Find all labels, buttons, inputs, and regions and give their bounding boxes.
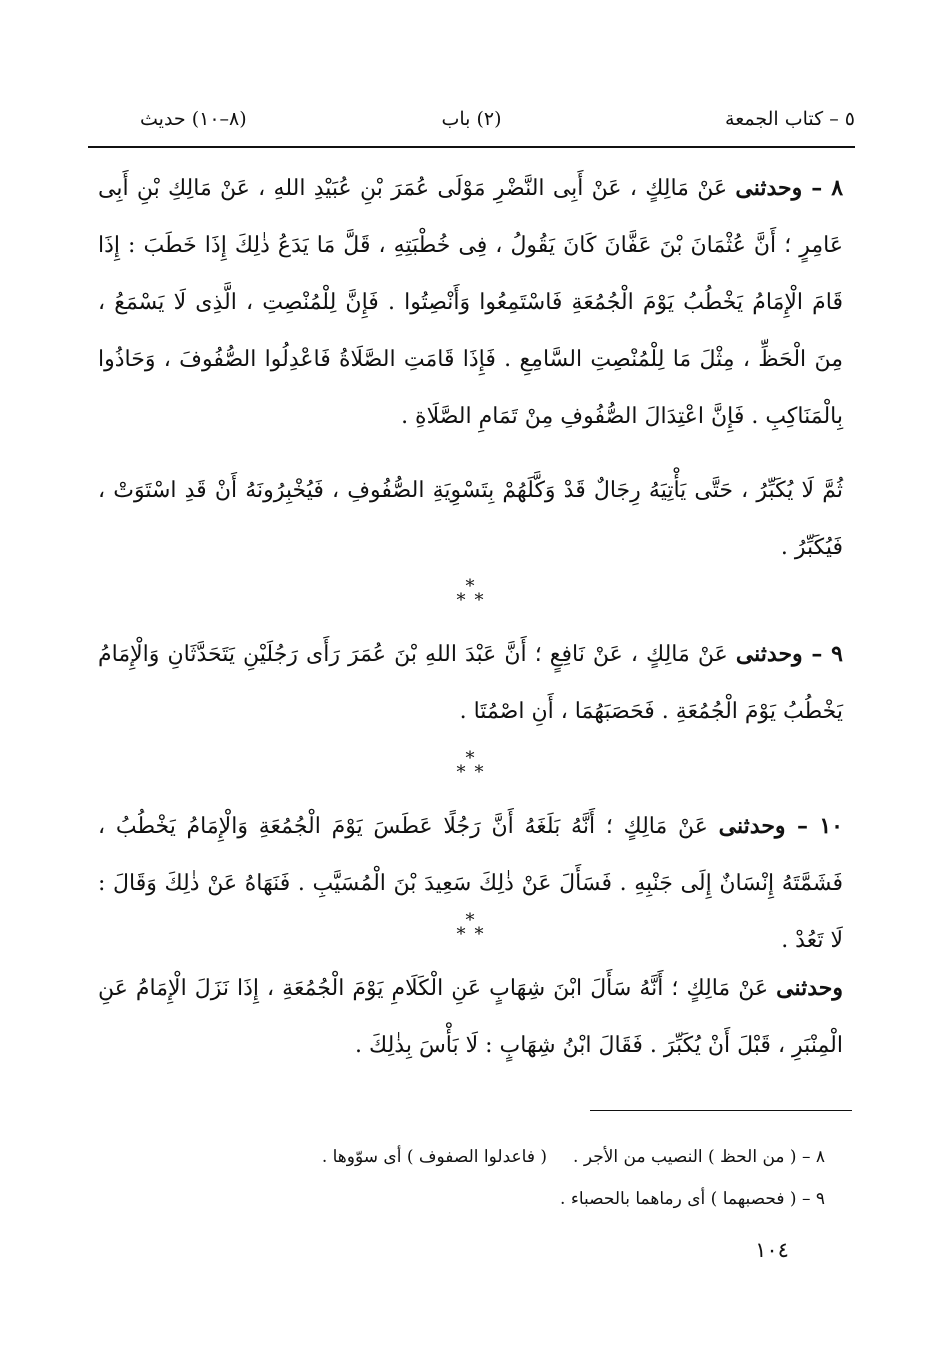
hadith-8-text: عَنْ مَالِكٍ ، عَنْ أَبِى النَّضْرِ مَوْلَى عُمَرَ بْنِ عُبَيْدِ اللهِ ، عَنْ مَالِكِ بْنِ أَبِى عَامِرٍ ؛ أَنَّ عُثْمَانَ بْنَ عَفَّانَ كَانَ يَقُولُ ، فِى خُطْبَتِهِ ، قَلَّ مَا يَدَعُ ذٰلِكَ إِذَا خَطَبَ : إِذَا قَامَ الْإِمَامُ يَخْطُبُ يَوْمَ الْجُمُعَةِ فَاسْتَمِعُوا وَأَنْصِتُوا . فَإِنَّ لِلْمُنْصِتِ ، الَّذِى لَا يَسْمَعُ ، مِنَ الْحَظِّ ، مِثْلَ مَا لِلْمُنْصِتِ السَّامِعِ . فَإِذَا قَامَتِ الصَّلَاةُ فَاعْدِلُوا الصُّفُوفَ ، وَحَاذُوا بِالْمَنَاكِبِ . فَإِنَّ اعْتِدَالَ الصُّفُوفِ مِنْ تَمَامِ الصَّلَاةِ . bbox=[98, 176, 843, 429]
star-glyph: * bbox=[474, 590, 484, 611]
star-glyph: * bbox=[474, 762, 484, 783]
footnotes bbox=[100, 1136, 825, 1220]
page-number: ١٠٤ bbox=[755, 1238, 789, 1262]
footnote-8-part-a: ٨ – ( من الحظ ) النصيب من الأجر . bbox=[573, 1147, 825, 1167]
hadith-9-text: عَنْ مَالِكٍ ، عَنْ نَافِعٍ ؛ أَنَّ عَبْدَ اللهِ بْنَ عُمَرَ رَأَى رَجُلَيْنِ يَتَحَدَّثَانِ وَالْإِمَامُ يَخْطُبُ يَوْمَ الْجُمُعَةِ . فَحَصَبَهُمَا ، أَنِ اصْمُتَا . bbox=[98, 642, 843, 724]
unnumbered-text: عَنْ مَالِكٍ ؛ أَنَّهُ سَأَلَ ابْنَ شِهَابٍ عَنِ الْكَلَامِ يَوْمَ الْجُمُعَةِ ، إِذَا نَزَلَ الْإِمَامُ عَنِ الْمِنْبَرِ ، قَبْلَ أَنْ يُكَبِّرَ . فَقَالَ ابْنُ شِهَابٍ : لَا بَأْسَ بِذٰلِكَ . bbox=[98, 976, 843, 1058]
star-glyph: * bbox=[465, 576, 475, 597]
hadith-10-text: عَنْ مَالِكٍ ؛ أَنَّهُ بَلَغَهُ أَنَّ رَجُلًا عَطَسَ يَوْمَ الْجُمُعَةِ وَالْإِمَامُ يَخْطُبُ ، فَشَمَّتَهُ إِنْسَانٌ إِلَى جَنْبِهِ . فَسَأَلَ عَنْ ذٰلِكَ سَعِيدَ بْنَ الْمُسَيَّبِ . فَنَهَاهُ عَنْ ذٰلِكَ وَقَالَ : لَا تَعُدْ . bbox=[98, 814, 843, 953]
hadith-8-paragraph bbox=[98, 160, 843, 445]
unnumbered-hadith-paragraph bbox=[98, 960, 843, 1074]
header-rule bbox=[88, 146, 855, 148]
separator-stars-3 bbox=[430, 910, 510, 948]
separator-stars-2 bbox=[430, 748, 510, 786]
footnote-8-part-b: ( فاعدلوا الصفوف ) أى سوّوها . bbox=[321, 1147, 548, 1167]
star-glyph: * bbox=[456, 924, 466, 945]
chapter-title: ٥ – كتاب الجمعة bbox=[725, 108, 855, 130]
hadith-9-number: ٩ – وحدثنى bbox=[735, 641, 843, 667]
star-glyph: * bbox=[465, 910, 475, 931]
star-glyph: * bbox=[456, 590, 466, 611]
footnote-rule bbox=[590, 1110, 852, 1111]
star-glyph: * bbox=[465, 748, 475, 769]
hadith-8-number: ٨ – وحدثنى bbox=[735, 175, 844, 201]
hadith-range: (٨–١٠) حديث bbox=[140, 108, 247, 130]
running-header bbox=[88, 108, 855, 142]
section-title: (٢) باب bbox=[441, 108, 502, 130]
footnote-9: ٩ – ( فحصبهما ) أى رماهما بالحصباء . bbox=[560, 1189, 825, 1209]
star-glyph: * bbox=[474, 924, 484, 945]
separator-stars-1 bbox=[430, 576, 510, 614]
footnote-8 bbox=[100, 1136, 825, 1178]
hadith-9-paragraph bbox=[98, 626, 843, 740]
hadith-10-number: ١٠ – وحدثنى bbox=[718, 813, 843, 839]
unnumbered-prefix: وحدثنى bbox=[776, 975, 844, 1001]
hadith-8-continuation: ثُمَّ لَا يُكَبِّرُ ، حَتَّى يَأْتِيَهُ رِجَالٌ قَدْ وَكَّلَهُمْ بِتَسْوِيَةِ الصُّفُوفِ ، فَيُخْبِرُونَهُ أَنْ قَدِ اسْتَوَتْ ، فَيُكَبِّرُ . bbox=[98, 478, 843, 560]
star-glyph: * bbox=[456, 762, 466, 783]
